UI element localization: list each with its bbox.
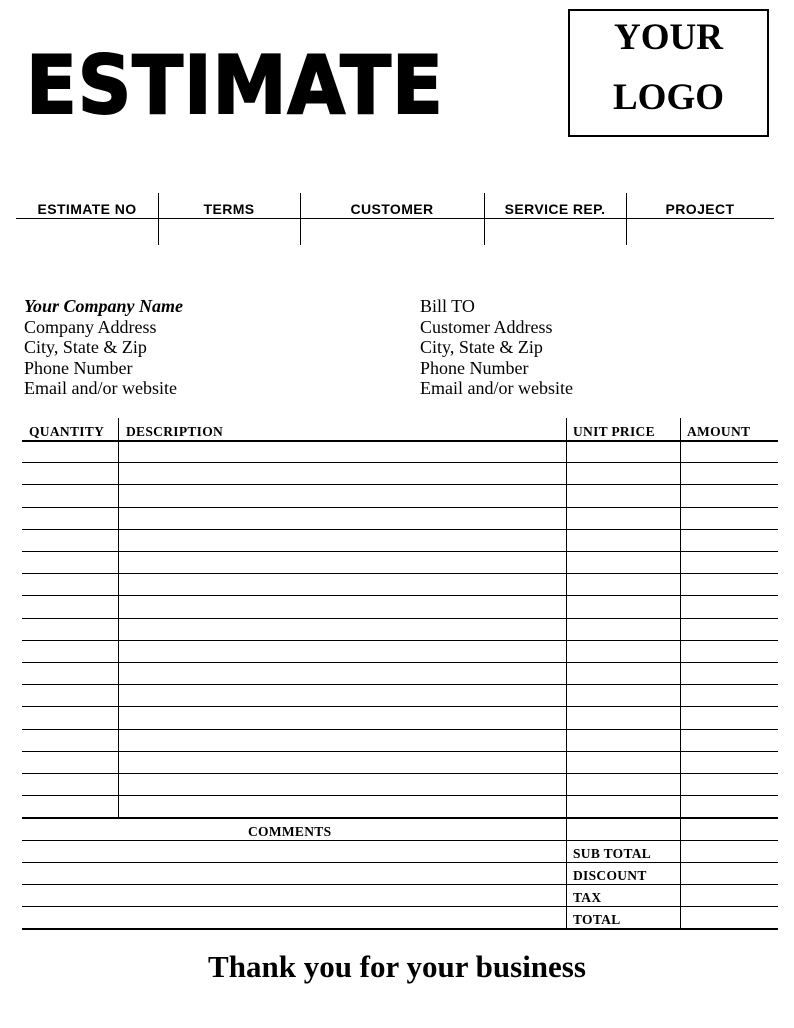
comments-label: COMMENTS xyxy=(248,824,332,839)
customer-phone: Phone Number xyxy=(420,357,529,378)
line-items-table xyxy=(22,418,778,930)
table-rule xyxy=(22,684,778,685)
tax-label: TAX xyxy=(573,890,602,905)
col-head-quantity: QUANTITY xyxy=(29,424,105,439)
table-rule xyxy=(22,595,778,596)
col-head-amount: AMOUNT xyxy=(687,424,751,439)
col-head-unit-price: UNIT PRICE xyxy=(573,424,655,439)
company-address-block xyxy=(24,296,183,399)
discount-label: DISCOUNT xyxy=(573,868,647,883)
bill-to-block xyxy=(420,296,573,399)
bill-to-label: Bill TO xyxy=(420,296,475,316)
table-column-rule xyxy=(118,418,119,817)
meta-head-customer: CUSTOMER xyxy=(350,201,434,217)
thank-you-message: Thank you for your business xyxy=(208,949,586,984)
table-rule xyxy=(22,618,778,619)
table-rule xyxy=(22,440,778,442)
customer-city: City, State & Zip xyxy=(420,337,543,358)
logo-line-2: LOGO xyxy=(612,77,725,118)
estimate-meta-table xyxy=(16,193,774,245)
meta-divider xyxy=(16,218,774,219)
table-rule xyxy=(22,795,778,796)
company-phone: Phone Number xyxy=(24,357,133,378)
logo-line-1: YOUR xyxy=(614,17,723,58)
table-rule xyxy=(22,484,778,485)
table-rule xyxy=(22,906,778,907)
meta-head-estimate-no: ESTIMATE NO xyxy=(37,201,137,217)
table-rule xyxy=(22,773,778,774)
estimate-title: ESTIMATE xyxy=(26,39,444,132)
table-rule xyxy=(22,928,778,930)
company-email: Email and/or website xyxy=(24,378,177,399)
table-rule xyxy=(22,507,778,508)
customer-email: Email and/or website xyxy=(420,378,573,399)
table-rule xyxy=(22,662,778,663)
table-rule xyxy=(22,573,778,574)
col-head-description: DESCRIPTION xyxy=(126,424,224,439)
company-address: Company Address xyxy=(24,316,157,337)
table-rule xyxy=(22,706,778,707)
table-rule xyxy=(22,529,778,530)
table-rule xyxy=(22,817,778,819)
total-label: TOTAL xyxy=(573,912,621,927)
company-city: City, State & Zip xyxy=(24,337,147,358)
meta-head-project: PROJECT xyxy=(665,201,735,217)
table-rule xyxy=(22,462,778,463)
table-rule xyxy=(22,840,778,841)
meta-head-terms: TERMS xyxy=(203,201,255,217)
table-rule xyxy=(22,640,778,641)
meta-head-service-rep: SERVICE REP. xyxy=(504,201,606,217)
company-name: Your Company Name xyxy=(24,296,184,316)
table-column-rule xyxy=(566,418,567,928)
logo-placeholder xyxy=(568,9,769,137)
table-rule xyxy=(22,862,778,863)
sub-total-label: SUB TOTAL xyxy=(573,846,652,861)
table-rule xyxy=(22,551,778,552)
table-rule xyxy=(22,729,778,730)
table-rule xyxy=(22,751,778,752)
table-rule xyxy=(22,884,778,885)
table-column-rule xyxy=(680,418,681,928)
customer-address: Customer Address xyxy=(420,316,553,337)
